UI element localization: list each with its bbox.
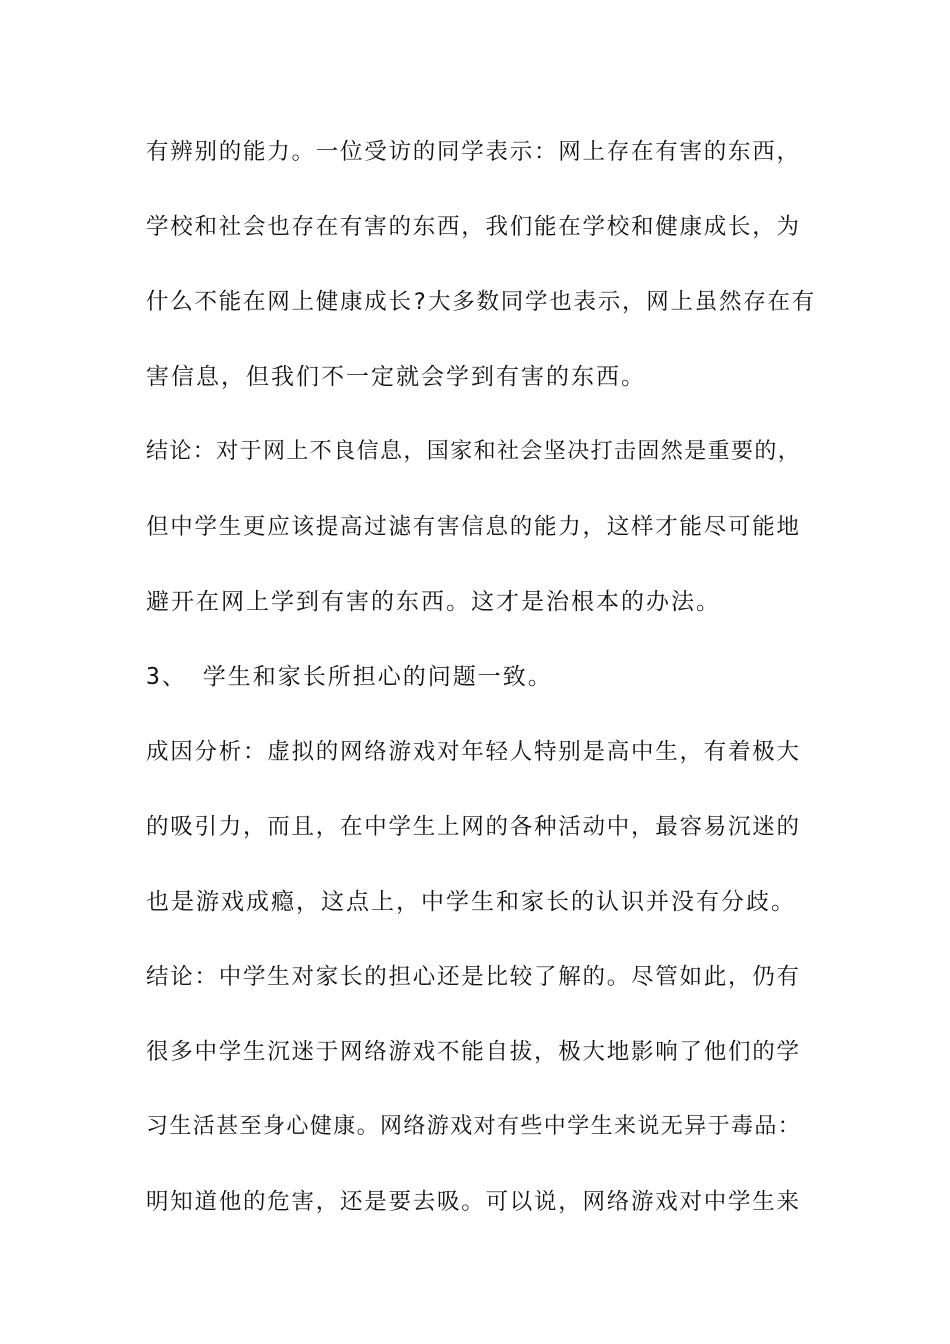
- text-line: 学校和社会也存在有害的东西，我们能在学校和健康成长，为: [146, 214, 801, 240]
- text-line: 很多中学生沉迷于网络游戏不能自拔，极大地影响了他们的学: [146, 1039, 801, 1065]
- text-line: 习生活甚至身心健康。网络游戏对有些中学生来说无异于毒品：: [146, 1114, 802, 1139]
- text-line: 也是游戏成瘾，这点上，中学生和家长的认识并没有分歧。: [146, 889, 796, 915]
- text-line: 但中学生更应该提高过滤有害信息的能力，这样才能尽可能地: [146, 514, 801, 540]
- text-line: 有辨别的能力。一位受访的同学表示：网上存在有害的东西，: [146, 139, 801, 165]
- text-line: 什么不能在网上健康成长?大多数同学也表示，网上虽然存在有: [146, 289, 817, 315]
- text-line: 的吸引力，而且，在中学生上网的各种活动中，最容易沉迷的: [146, 814, 801, 840]
- text-line: 明知道他的危害，还是要去吸。可以说，网络游戏对中学生来: [146, 1189, 801, 1215]
- text-line: 结论：对于网上不良信息，国家和社会坚决打击固然是重要的，: [146, 439, 802, 464]
- text-line: 避开在网上学到有害的东西。这才是治根本的办法。: [146, 589, 721, 615]
- text-line: 结论：中学生对家长的担心还是比较了解的。尽管如此，仍有: [146, 964, 801, 990]
- text-line: 害信息，但我们不一定就会学到有害的东西。: [146, 364, 646, 390]
- text-line: 3、 学生和家长所担心的问题一致。: [146, 664, 553, 690]
- text-line: 成因分析：虚拟的网络游戏对年轻人特别是高中生，有着极大: [146, 739, 801, 765]
